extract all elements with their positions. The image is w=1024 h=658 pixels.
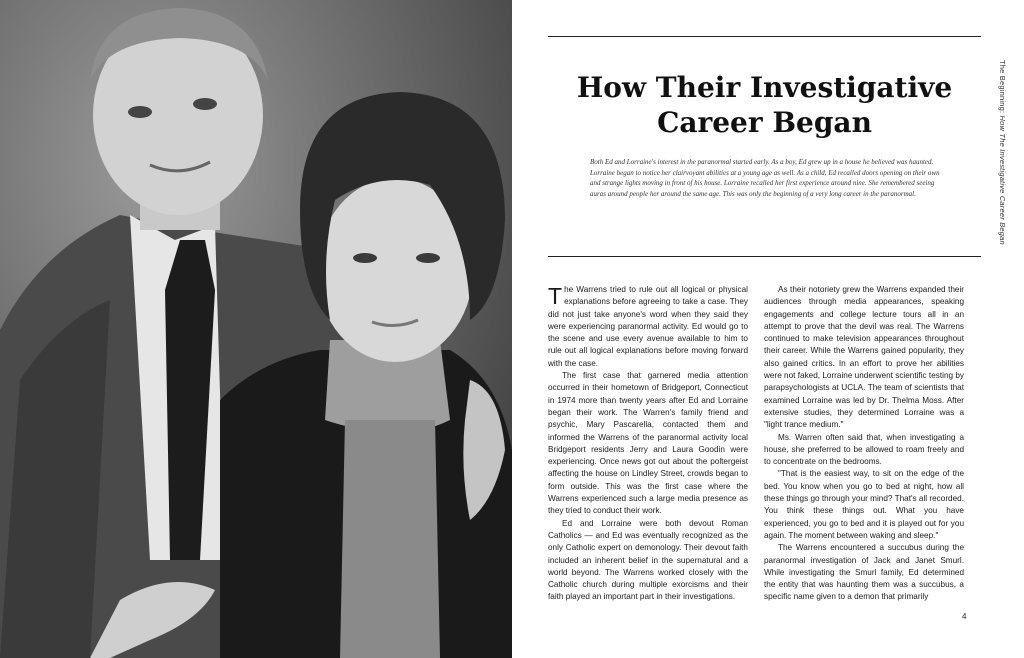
paragraph: Ms. Warren often said that, when investigating a house, she preferred to be allowed to roam freely and to concentrate on the bedrooms. xyxy=(764,432,964,467)
section-label-title: How The Investigative Career Began xyxy=(998,115,1007,245)
paragraph: The Warrens encountered a succubus during the paranormal investigation of Jack and Janet Smurl. While investigating the Smurl family, Ed determined the entity that was haunting them was a succubus, a specific name given to a demon that primarily xyxy=(764,543,964,602)
column-right xyxy=(764,284,964,604)
paragraph: Ed and Lorraine were both devout Roman Catholics — and Ed was eventually recognized as the only Catholic expert on demonology. Their devout faith included an inherent belief in the supernatural and a world beyond. The Warrens worked closely with the Catholic church during multiple exorcisms and their faith played an important part in their investigations. xyxy=(548,518,748,602)
paragraph xyxy=(548,284,748,370)
title-line-2: Career Began xyxy=(657,106,872,139)
drop-cap: T xyxy=(548,283,563,309)
paragraph-text: he Warrens tried to rule out all logical or physical explanations before agreeing to take a case. They did not just take anyone's word when they said they were experiencing paranormal activity. Ed would go to the scene and use every avenue available to him to rule out all logical explanations before moving forward with the case. xyxy=(548,285,748,368)
paragraph: "That is the easiest way, to sit on the edge of the bed. You know when you go to bed at night, how all these things go through your mind? That's all recorded. You think these things out. What you have experienced, you go to bed and it is played out for you again. The moment between waking and sleep." xyxy=(764,469,964,540)
page-title xyxy=(548,70,981,140)
top-rule xyxy=(548,36,981,37)
section-label xyxy=(998,60,1007,245)
section-label-prefix: The Beginning: xyxy=(998,60,1007,116)
page-number: 4 xyxy=(962,612,967,621)
title-line-1: How Their Investigative xyxy=(576,71,953,104)
intro-paragraph: Both Ed and Lorraine's interest in the paranormal started early. As a boy, Ed grew up in a house he believed was haunted. Lorraine began to notice her clairvoyant abilities at a young age as well. As a child, Ed recalled doors opening on their own and strange lights moving in front of his house. Lorraine recalled her first experience around nine. She remembered seeing auras around people her around the same age. This was only the beginning of a very long career in the paranormal. xyxy=(590,158,940,198)
column-left xyxy=(548,284,748,604)
middle-rule xyxy=(548,256,981,257)
paragraph: The first case that garnered media attention occurred in their hometown of Bridgeport, Connecticut in 1974 more than twenty years after Ed and Lorraine began their work. The Warren's family friend and psychic, Mary Pascarella, contacted them and informed the Warrens of the paranormal activity local Bridgeport residents Jerry and Laura Goodin were experiencing. Once news got out about the poltergeist affecting the house on Lindley Street, crowds began to form outside. This was the first case where the Warrens experienced such a large media presence as they tried to conduct their work. xyxy=(548,371,748,516)
paragraph: As their notoriety grew the Warrens expanded their audiences through media appearances, speaking engagements and college lecture tours all in an attempt to prove that the devil was real. The Warrens continued to make television appearances throughout their career. While the Warrens gained popularity, they also gained critics. In an effort to prove her abilities were not faked, Lorraine underwent scientific testing by parapsychologists at UCLA. The team of scientists that examined Lorraine was led by Dr. Thelma Moss. After extensive studies, they determined Lorraine was a "light trance medium." xyxy=(764,285,964,430)
